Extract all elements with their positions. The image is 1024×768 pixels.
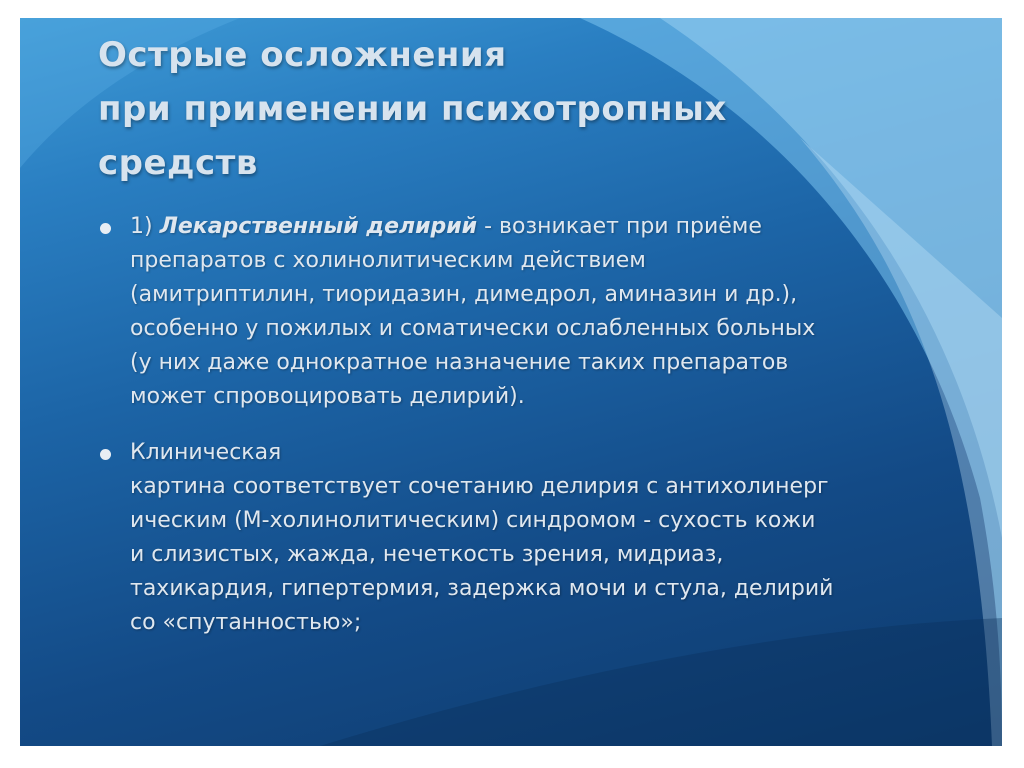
- bullet-term: Лекарственный делирий: [159, 214, 478, 239]
- bullet-text-line: (амитриптилин, тиоридазин, димедрол, аминазин и др.),: [130, 282, 798, 307]
- bullet-item-drug-delirium: [98, 210, 938, 414]
- bullet-text-line: может спровоцировать делирий).: [130, 384, 525, 409]
- bullet-number: 1): [130, 214, 160, 239]
- title-line: при применении психотропных: [98, 89, 727, 129]
- bullet-text-line: препаратов с холинолитическим действием: [130, 248, 646, 273]
- bullet-text-line: со «спутанностью»;: [130, 610, 362, 635]
- bullet-text: - возникает при приёме: [477, 214, 762, 239]
- bullet-item-clinical-picture: [98, 436, 938, 640]
- title-line: Острые осложнения: [98, 35, 507, 75]
- slide-title: [98, 28, 918, 190]
- bullet-first-line: [130, 210, 938, 244]
- bullet-text-line: особенно у пожилых и соматически ослабленных больных: [130, 316, 816, 341]
- title-line: средств: [98, 143, 258, 183]
- bullet-text-line: и слизистых, жажда, нечеткость зрения, мидриаз,: [130, 542, 724, 567]
- bullet-text-line: картина соответствует сочетанию делирия с антихолинерг: [130, 474, 829, 499]
- bullet-list: [98, 210, 938, 640]
- bullet-text-line: Клиническая: [130, 440, 282, 465]
- bullet-dot-icon: [100, 223, 111, 234]
- slide: [20, 18, 1002, 746]
- bullet-text-line: тахикардия, гипертермия, задержка мочи и стула, делирий: [130, 576, 834, 601]
- bullet-text-line: (у них даже однократное назначение таких препаратов: [130, 350, 789, 375]
- bullet-text-line: ическим (М-холинолитическим) синдромом - сухость кожи: [130, 508, 816, 533]
- bullet-dot-icon: [100, 449, 111, 460]
